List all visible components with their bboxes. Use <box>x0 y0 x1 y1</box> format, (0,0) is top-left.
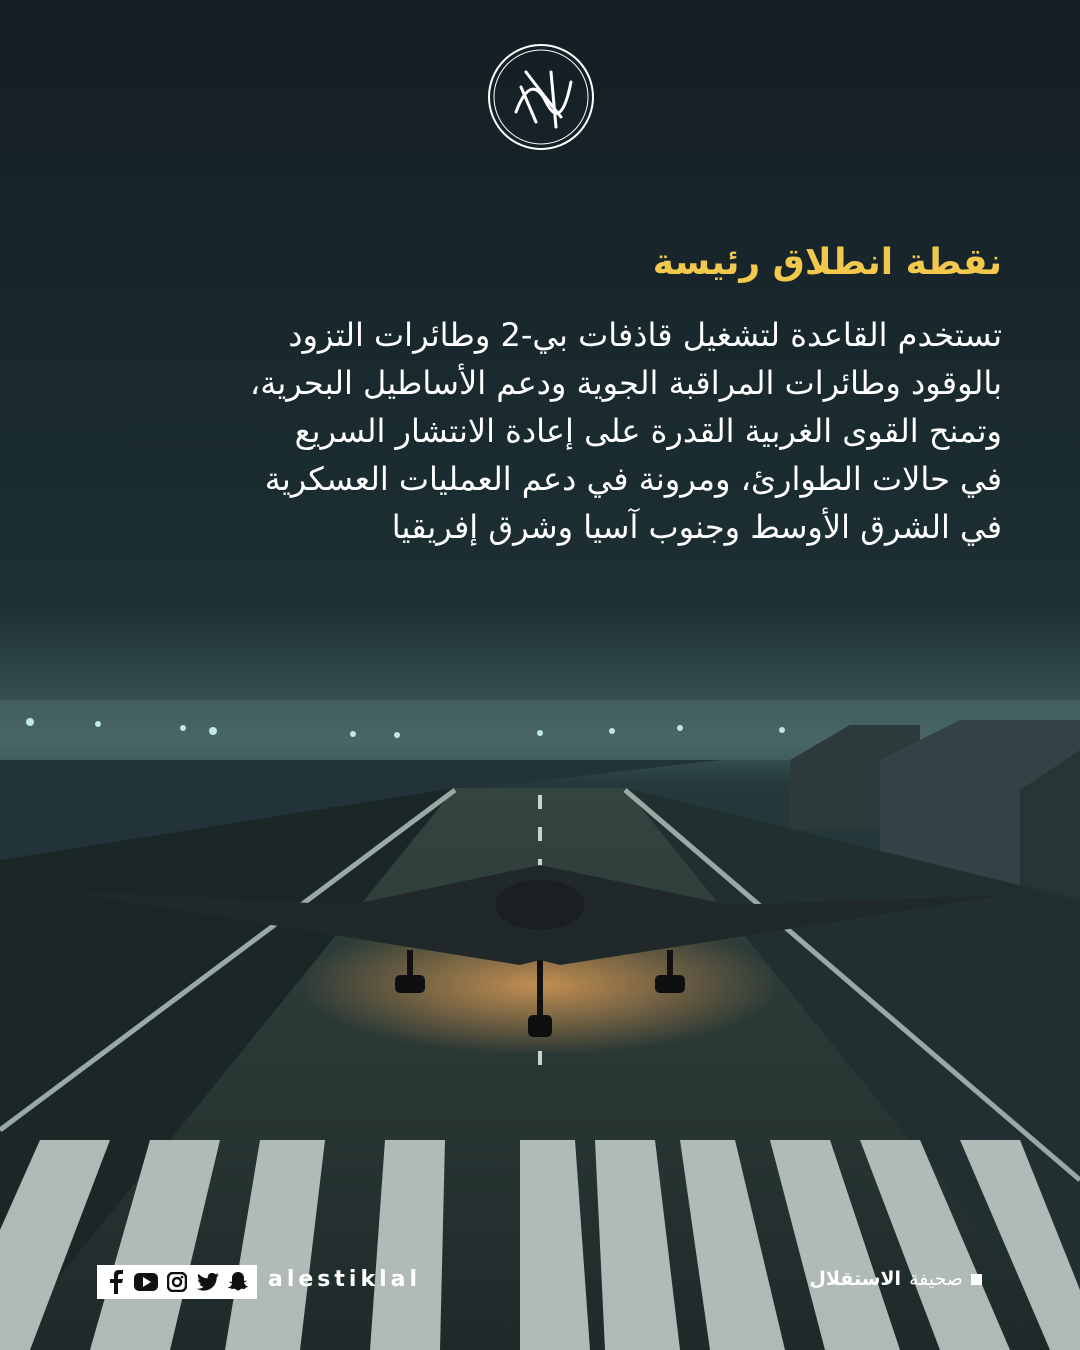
article-content <box>120 240 1002 551</box>
alestiklal-logo <box>486 42 596 152</box>
body-text <box>120 311 1002 551</box>
facebook-icon[interactable] <box>104 1270 128 1294</box>
twitter-icon[interactable] <box>196 1270 220 1294</box>
brand-prefix: صحيفة <box>909 1268 963 1290</box>
instagram-icon[interactable] <box>165 1270 189 1294</box>
body-line: بالوقود وطائرات المراقبة الجوية ودعم الأساطيل البحرية، <box>249 364 1002 402</box>
body-line: تستخدم القاعدة لتشغيل قاذفات بي-2 وطائرات التزود <box>288 316 1002 354</box>
body-line: في الشرق الأوسط وجنوب آسيا وشرق إفريقيا <box>391 508 1002 546</box>
youtube-icon[interactable] <box>134 1270 158 1294</box>
body-line: وتمنح القوى الغربية القدرة على إعادة الانتشار السريع <box>294 412 1002 450</box>
brand-name: الاستقلال <box>809 1268 902 1290</box>
body-line: في حالات الطوارئ، ومرونة في دعم العمليات العسكرية <box>264 460 1002 498</box>
square-bullet-icon <box>971 1274 982 1285</box>
snapchat-icon[interactable] <box>226 1270 250 1294</box>
social-handle: alestiklal <box>268 1267 422 1292</box>
headline: نقطة انطلاق رئيسة <box>652 242 1002 283</box>
social-icons-bar <box>97 1265 257 1299</box>
brand-credit <box>809 1268 982 1290</box>
